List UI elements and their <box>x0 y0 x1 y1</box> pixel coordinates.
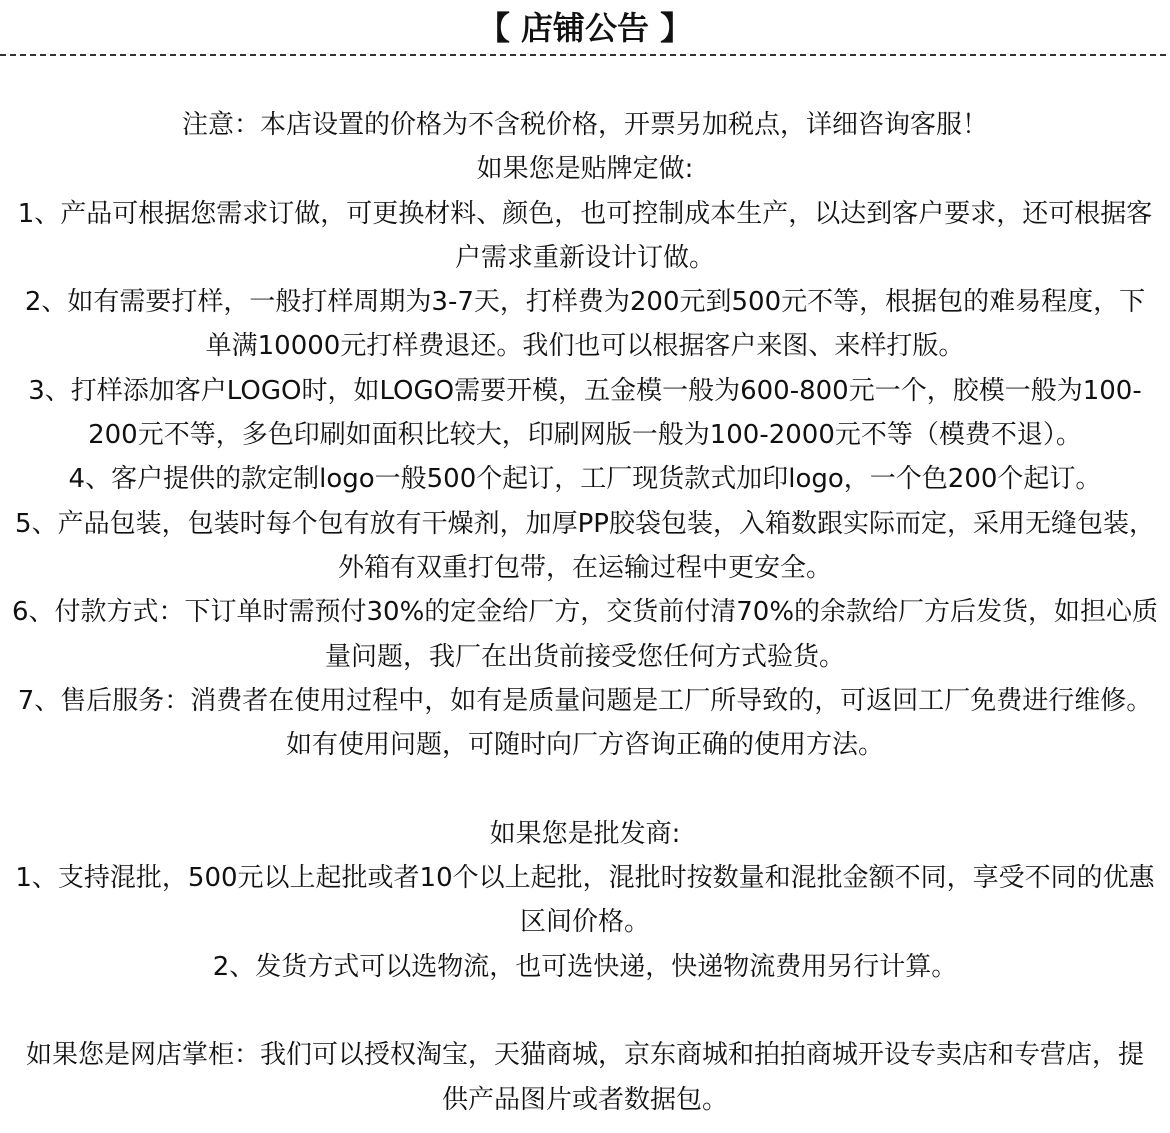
oem-item-1 <box>0 192 1170 281</box>
announcement-title: 【 店铺公告 】 <box>477 9 693 47</box>
oem-item-7-line-1: 7、售后服务：消费者在使用过程中，如有是质量问题是工厂所导致的，可返回工厂免费进行维修。 <box>17 685 1153 716</box>
oem-heading: 如果您是贴牌定做: <box>476 154 694 185</box>
oem-item-5-line-1: 5、产品包装，包装时每个包有放有干燥剂，加厚PP胶袋包装，入箱数跟实际而定，采用无缝包装， <box>15 508 1155 539</box>
title-divider <box>0 54 1170 56</box>
oem-item-1-line-1: 1、产品可根据您需求订做，可更换材料、颜色，也可控制成本生产，以达到客户要求，还可根据客 <box>17 198 1153 229</box>
oem-item-2-line-1: 2、如有需要打样，一般打样周期为3-7天，打样费为200元到500元不等，根据包的难易程度，下 <box>24 287 1146 318</box>
online-store-line-1: 如果您是网店掌柜：我们可以授权淘宝，天猫商城，京东商城和拍拍商城开设专卖店和专营店，提 <box>25 1040 1144 1071</box>
oem-item-4 <box>0 457 1170 501</box>
wholesale-item-1-line-1: 1、支持混批，500元以上起批或者10个以上起批，混批时按数量和混批金额不同，享受不同的优惠 <box>15 863 1155 894</box>
wholesale-item-1-line-2: 区间价格。 <box>519 907 650 938</box>
wholesale-item-1 <box>0 856 1170 945</box>
wholesale-item-2-line-1: 2、发货方式可以选物流，也可选快递，快递物流费用另行计算。 <box>212 951 958 982</box>
oem-item-6-line-2: 量问题，我厂在出货前接受您任何方式验货。 <box>324 641 845 672</box>
oem-item-2 <box>0 280 1170 369</box>
oem-item-5-line-2: 外箱有双重打包带，在运输过程中更安全。 <box>337 552 832 583</box>
oem-item-4-line-1: 4、客户提供的款定制logo一般500个起订，工厂现货款式加印logo，一个色200个起订。 <box>68 464 1102 495</box>
oem-item-3-line-1: 3、打样添加客户LOGO时，如LOGO需要开模，五金模一般为600-800元一个，胶模一般为100- <box>28 375 1142 406</box>
oem-item-7-line-2: 如有使用问题，可随时向厂方咨询正确的使用方法。 <box>285 730 884 761</box>
oem-item-3 <box>0 369 1170 458</box>
wholesale-heading: 如果您是批发商: <box>489 818 681 849</box>
oem-section <box>0 147 1170 767</box>
section-spacer <box>0 989 1170 1033</box>
section-spacer <box>0 767 1170 811</box>
announcement-body <box>0 103 1170 1122</box>
oem-item-1-line-2: 户需求重新设计订做。 <box>454 242 715 273</box>
oem-item-6-line-1: 6、付款方式：下订单时需预付30%的定金给厂方，交货前付清70%的余款给厂方后发货，如担心质 <box>11 597 1159 628</box>
oem-item-6 <box>0 590 1170 679</box>
oem-item-2-line-2: 单满10000元打样费退还。我们也可以根据客户来图、来样打版。 <box>205 331 965 362</box>
wholesale-section <box>0 812 1170 989</box>
oem-item-5 <box>0 502 1170 591</box>
oem-item-3-line-2: 200元不等，多色印刷如面积比较大，印刷网版一般为100-2000元不等（模费不退）。 <box>88 420 1082 451</box>
online-store-line-2: 供产品图片或者数据包。 <box>441 1084 728 1115</box>
oem-item-7 <box>0 679 1170 768</box>
online-store-section <box>0 1033 1170 1122</box>
tax-notice: 注意：本店设置的价格为不含税价格，开票另加税点，详细咨询客服！ <box>181 110 988 140</box>
wholesale-item-2 <box>0 945 1170 989</box>
